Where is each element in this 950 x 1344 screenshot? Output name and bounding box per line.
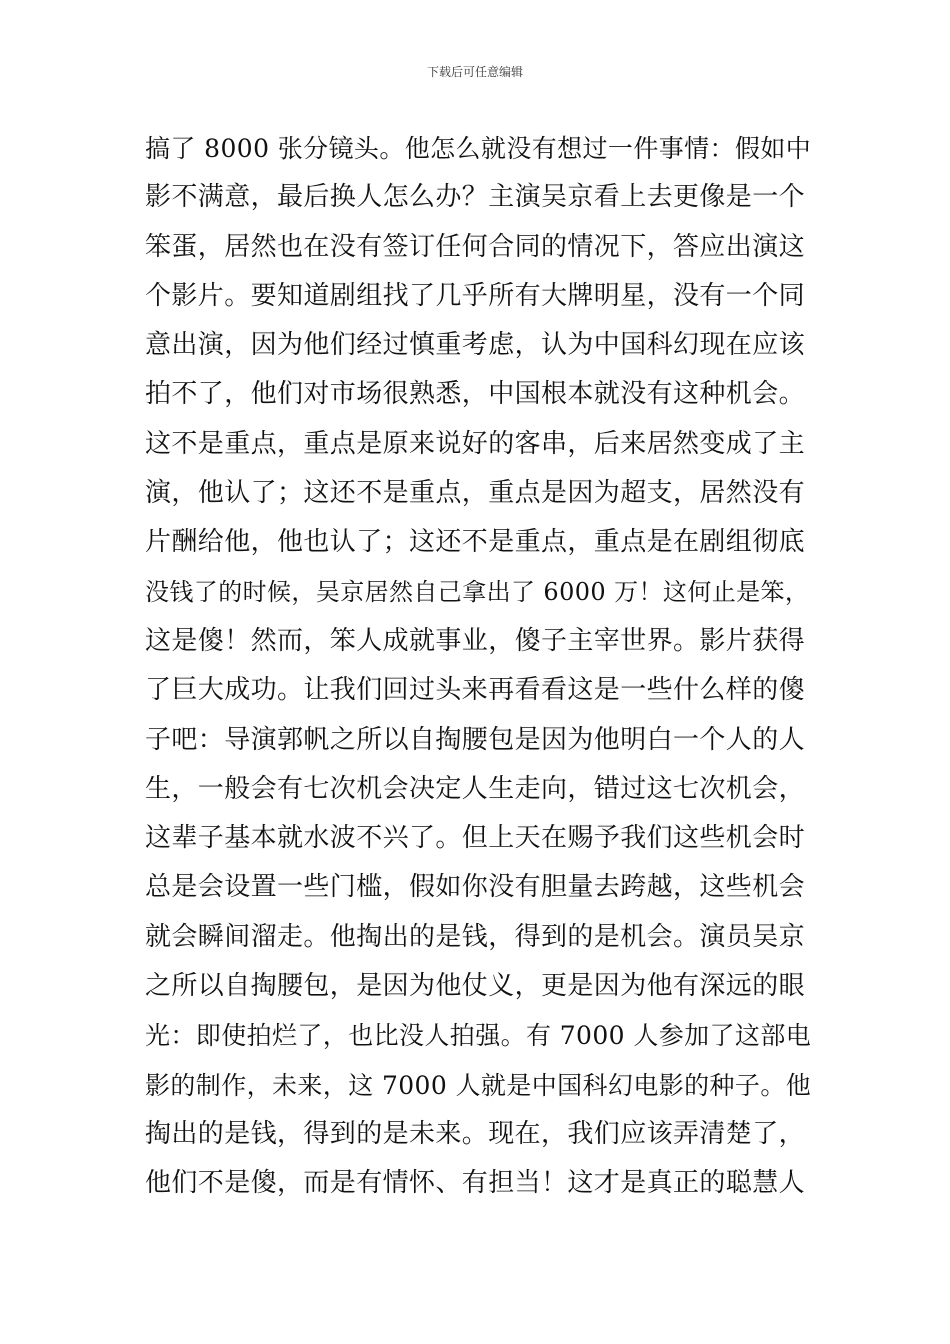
text-line: 片酬给他，他也认了；这还不是重点，重点是在剧组彻底 (145, 527, 806, 558)
text-line: 这辈子基本就水波不兴了。但上天在赐予我们这些机会时 (145, 823, 806, 854)
text-line: 演，他认了；这还不是重点，重点是因为超支，居然没有 (145, 478, 806, 509)
text-line: 就会瞬间溜走。他掏出的是钱，得到的是机会。演员吴京 (145, 921, 806, 952)
text-line: 之所以自掏腰包，是因为他仗义，更是因为他有深远的眼 (145, 971, 806, 1002)
text-line: 生，一般会有七次机会决定人生走向，错过这七次机会， (145, 773, 806, 804)
text-line: 这是傻！然而，笨人成就事业，傻子主宰世界。影片获得 (145, 625, 806, 656)
body-text (145, 124, 815, 1209)
text-line: 子吧：导演郭帆之所以自掏腰包是因为他明白一个人的人 (145, 724, 806, 755)
text-line: 个影片。要知道剧组找了几乎所有大牌明星，没有一个同 (145, 280, 806, 311)
text-line: 总是会设置一些门槛，假如你没有胆量去跨越，这些机会 (145, 872, 806, 903)
text-line: 掏出的是钱，得到的是未来。现在，我们应该弄清楚了， (145, 1118, 806, 1149)
text-line: 搞了 8000 张分镜头。他怎么就没有想过一件事情：假如中 (145, 134, 812, 163)
text-line: 这不是重点，重点是原来说好的客串，后来居然变成了主 (145, 428, 806, 459)
text-line: 没钱了的时候，吴京居然自己拿出了 6000 万！这何止是笨， (145, 577, 810, 606)
text-line: 笨蛋，居然也在没有签订任何合同的情况下，答应出演这 (145, 231, 806, 262)
text-line: 意出演，因为他们经过慎重考虑，认为中国科幻现在应该 (145, 330, 806, 361)
text-line: 拍不了，他们对市场很熟悉，中国根本就没有这种机会。 (145, 379, 806, 410)
text-line: 影的制作，未来，这 7000 人就是中国科幻电影的种子。他 (145, 1070, 812, 1100)
text-line: 光：即使拍烂了，也比没人拍强。有 7000 人参加了这部电 (145, 1021, 812, 1051)
text-line: 他们不是傻，而是有情怀、有担当！这才是真正的聪慧人 (145, 1168, 806, 1199)
text-line: 了巨大成功。让我们回过头来再看看这是一些什么样的傻 (145, 675, 806, 706)
text-line: 影不满意，最后换人怎么办？主演吴京看上去更像是一个 (145, 182, 806, 213)
page-header: 下载后可任意编辑 (426, 65, 523, 79)
